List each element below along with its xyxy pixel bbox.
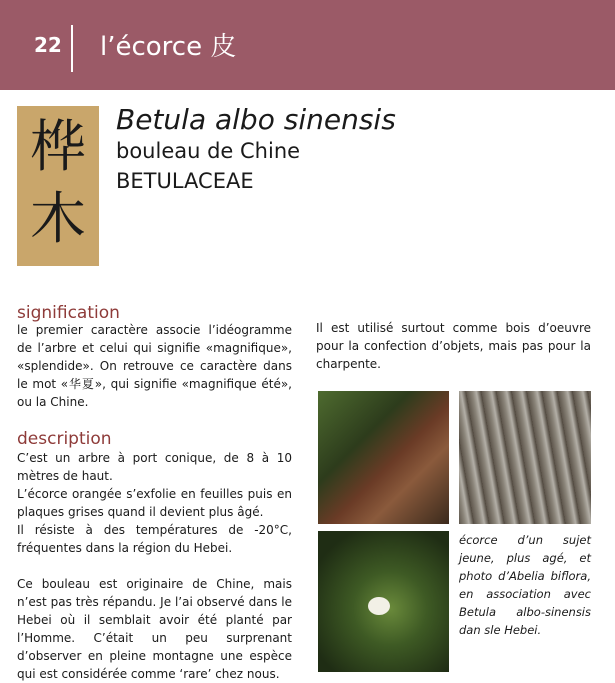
header-divider <box>71 25 73 72</box>
species-family: BETULACEAE <box>116 169 254 193</box>
description-heading: description <box>17 429 112 449</box>
chinese-character-block <box>17 106 99 266</box>
description-text <box>17 449 292 683</box>
photo-abelia-biflora <box>318 531 449 672</box>
description-paragraph-3: Il résiste à des températures de -20°C, fréquentes dans la région du Hebei. <box>17 523 292 555</box>
page-header <box>0 0 615 90</box>
usage-text: Il est utilisé surtout comme bois d’oeuvre pour la confection d’objets, mais pas pour la charpente. <box>316 321 591 371</box>
photo-older-bark <box>459 391 591 524</box>
description-paragraph-2: L’écorce orangée s’exfolie en feuilles puis en plaques grises quand il devient plus âgé. <box>17 487 292 519</box>
signification-heading: signification <box>17 303 120 323</box>
section-title: l’écorce 皮 <box>100 32 237 62</box>
photo-young-bark <box>318 391 449 524</box>
signification-text <box>17 321 292 411</box>
chinese-character-2: 木 <box>30 187 86 252</box>
chinese-character-1: 桦 <box>30 115 86 180</box>
flower-icon <box>368 597 390 615</box>
signification-paragraph: le premier caractère associe l’idéogramme de l’arbre et celui qui signifie «magnifique», «splendide». On retrouve ce caractère dans le mot «华夏», qui signifie «magnifique été», ou la Chine. <box>17 323 292 409</box>
description-paragraph-1: C’est un arbre à port conique, de 8 à 10 mètres de haut. <box>17 451 292 483</box>
description-paragraph-4: Ce bouleau est originaire de Chine, mais n’est pas très répandu. Je l’ai observé dans le Hebei où il semblait avoir été planté par l’Homme. C’était un peu surprenant d’observer en pleine montagne une espèce qui est considérée comme ‘rare’ chez nous. <box>17 577 292 681</box>
species-common-name: bouleau de Chine <box>116 139 301 163</box>
page-number: 22 <box>34 33 62 57</box>
species-latin-name: Betula albo sinensis <box>116 103 396 136</box>
photo-caption: écorce d’un sujet jeune, plus agé, et photo d’Abelia biflora, en association avec Betula albo-sinensis dan sle Hebei. <box>459 533 591 637</box>
